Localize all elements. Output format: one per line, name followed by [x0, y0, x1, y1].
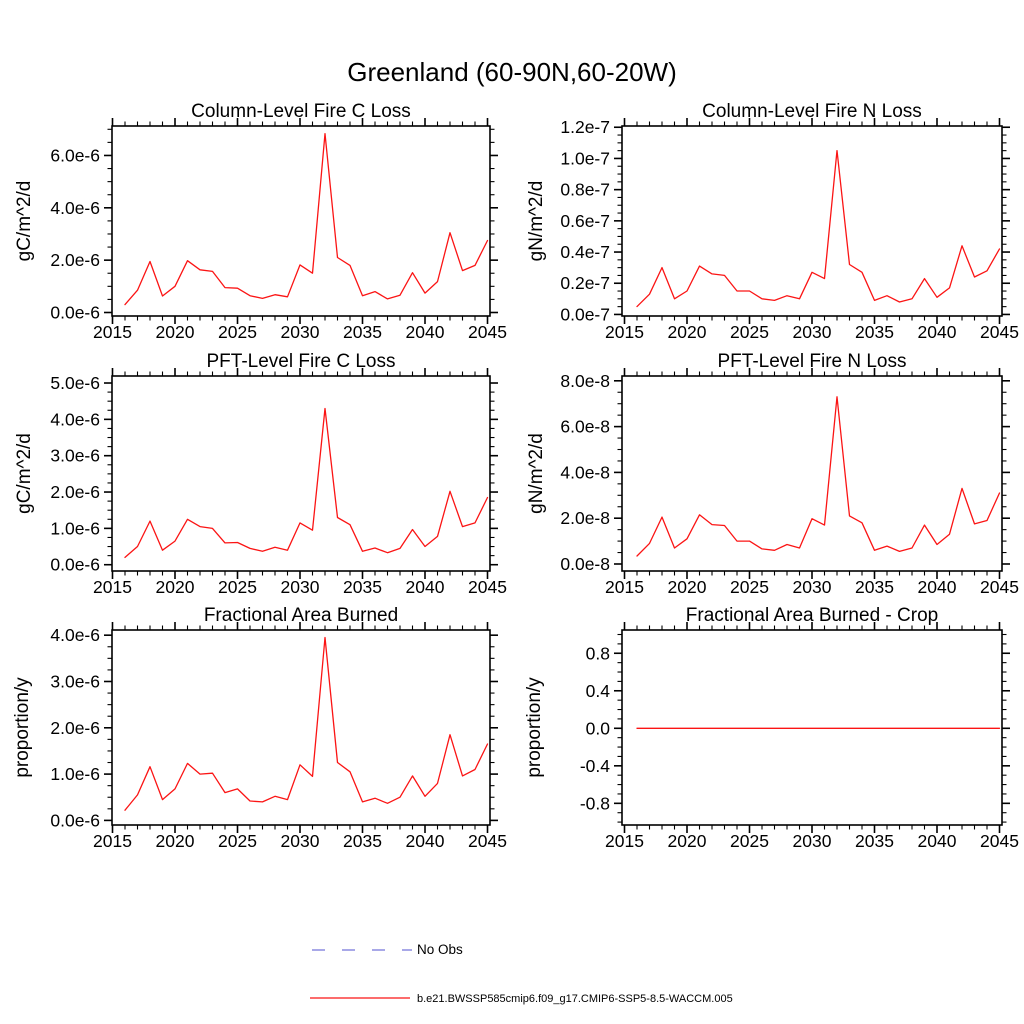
x-tick-label: 2025 [730, 577, 769, 597]
x-tick-label: 2035 [855, 322, 894, 342]
x-tick-label: 2020 [155, 577, 195, 597]
y-axis-label: proportion/y [12, 677, 33, 778]
y-tick-label: 0.2e-7 [560, 273, 610, 294]
y-tick-label: 6.0e-6 [50, 145, 100, 166]
plot-border [622, 376, 1002, 571]
x-tick-label: 2045 [468, 577, 507, 597]
x-tick-label: 2035 [343, 577, 382, 597]
y-tick-label: 4.0e-6 [50, 197, 100, 218]
x-tick-label: 2030 [792, 831, 832, 851]
y-tick-label: 1.0e-6 [50, 764, 100, 785]
plot-border [112, 376, 490, 571]
y-axis-label: proportion/y [524, 677, 545, 778]
x-tick-label: 2015 [605, 322, 644, 342]
series-line-pft-fire-n-loss [637, 397, 1000, 556]
panel-title: Column-Level Fire C Loss [191, 101, 411, 122]
x-tick-label: 2035 [343, 322, 382, 342]
plot-border [112, 630, 490, 825]
x-tick-label: 2015 [605, 577, 644, 597]
x-tick-label: 2035 [855, 831, 894, 851]
x-tick-label: 2035 [855, 577, 894, 597]
y-tick-label: 2.0e-8 [560, 508, 610, 529]
y-tick-label: 0.8 [585, 643, 610, 664]
y-tick-label: 4.0e-6 [50, 409, 100, 430]
series-line-pft-fire-c-loss [125, 409, 488, 558]
x-tick-label: 2045 [468, 831, 507, 851]
series-line-fractional-area-burned [125, 638, 488, 811]
panel-title: PFT-Level Fire N Loss [717, 351, 907, 372]
x-tick-label: 2040 [917, 322, 957, 342]
x-tick-label: 2025 [730, 831, 769, 851]
y-tick-label: 1.0e-7 [560, 148, 610, 169]
y-tick-label: 8.0e-8 [560, 370, 610, 391]
x-tick-label: 2020 [667, 831, 707, 851]
x-tick-label: 2045 [980, 577, 1019, 597]
y-tick-label: 1.0e-6 [50, 518, 100, 539]
y-tick-label: 1.2e-7 [560, 117, 610, 138]
y-tick-label: 2.0e-6 [50, 717, 100, 738]
y-tick-label: 0.0 [585, 718, 610, 739]
panel-fractional-area-burned [12, 605, 507, 851]
panels-group [12, 101, 1019, 851]
x-tick-label: 2045 [468, 322, 507, 342]
y-tick-label: 0.6e-7 [560, 210, 610, 231]
y-axis-label: gN/m^2/d [526, 433, 547, 514]
y-tick-label: 4.0e-8 [560, 462, 610, 483]
y-tick-label: 0.0e-8 [560, 553, 610, 574]
x-tick-label: 2030 [280, 831, 320, 851]
y-tick-label: 0.8e-7 [560, 179, 610, 200]
legend [310, 942, 733, 1005]
x-tick-label: 2015 [93, 577, 132, 597]
x-tick-label: 2020 [667, 322, 707, 342]
plot-border [622, 630, 1002, 825]
plot-border [622, 126, 1002, 316]
x-tick-label: 2045 [980, 831, 1019, 851]
x-tick-label: 2025 [218, 831, 257, 851]
x-tick-label: 2030 [280, 577, 320, 597]
x-tick-label: 2045 [980, 322, 1019, 342]
x-tick-label: 2040 [405, 322, 445, 342]
panel-pft-fire-c-loss [14, 351, 507, 597]
panel-column-fire-n-loss [526, 101, 1019, 342]
x-tick-label: 2015 [93, 831, 132, 851]
series-line-column-fire-c-loss [125, 134, 488, 305]
panel-title: Column-Level Fire N Loss [702, 101, 922, 122]
y-tick-label: 0.0e-6 [50, 810, 100, 831]
y-axis-label: gN/m^2/d [526, 180, 547, 262]
y-tick-label: 0.0e-7 [560, 304, 610, 325]
y-axis-label: gC/m^2/d [14, 180, 35, 262]
y-tick-label: 0.4e-7 [560, 242, 610, 263]
x-tick-label: 2040 [917, 577, 957, 597]
panel-fractional-area-burned-crop [524, 605, 1019, 851]
x-tick-label: 2040 [405, 577, 445, 597]
y-tick-label: 0.4 [585, 680, 610, 701]
x-tick-label: 2025 [218, 577, 257, 597]
x-tick-label: 2015 [93, 322, 132, 342]
panel-title: Fractional Area Burned [203, 605, 399, 626]
x-tick-label: 2030 [792, 577, 832, 597]
x-tick-label: 2040 [405, 831, 445, 851]
y-axis-label: gC/m^2/d [14, 433, 35, 514]
y-tick-label: 6.0e-8 [560, 416, 610, 437]
x-tick-label: 2035 [343, 831, 382, 851]
panel-title: PFT-Level Fire C Loss [206, 351, 396, 372]
legend-label-no-obs: No Obs [417, 942, 463, 957]
x-tick-label: 2030 [792, 322, 832, 342]
y-tick-label: 3.0e-6 [50, 445, 100, 466]
x-tick-label: 2025 [218, 322, 257, 342]
y-tick-label: 3.0e-6 [50, 671, 100, 692]
series-line-column-fire-n-loss [637, 151, 1000, 307]
main-title: Greenland (60-90N,60-20W) [347, 57, 677, 87]
y-tick-label: 2.0e-6 [50, 482, 100, 503]
legend-label-model-run: b.e21.BWSSP585cmip6.f09_g17.CMIP6-SSP5-8.5-WACCM.005 [417, 993, 733, 1005]
y-tick-label: -0.4 [579, 755, 610, 776]
x-tick-label: 2025 [730, 322, 769, 342]
x-tick-label: 2040 [917, 831, 957, 851]
y-tick-label: -0.8 [579, 793, 610, 814]
x-tick-label: 2020 [667, 577, 707, 597]
y-tick-label: 5.0e-6 [50, 373, 100, 394]
y-tick-label: 4.0e-6 [50, 625, 100, 646]
plot-border [112, 126, 490, 316]
panel-pft-fire-n-loss [526, 351, 1019, 597]
panel-column-fire-c-loss [14, 101, 507, 342]
y-tick-label: 2.0e-6 [50, 250, 100, 271]
x-tick-label: 2015 [605, 831, 644, 851]
y-tick-label: 0.0e-6 [50, 554, 100, 575]
x-tick-label: 2020 [155, 322, 195, 342]
y-tick-label: 0.0e-6 [50, 302, 100, 323]
x-tick-label: 2020 [155, 831, 195, 851]
x-tick-label: 2030 [280, 322, 320, 342]
panel-title: Fractional Area Burned - Crop [685, 605, 939, 626]
